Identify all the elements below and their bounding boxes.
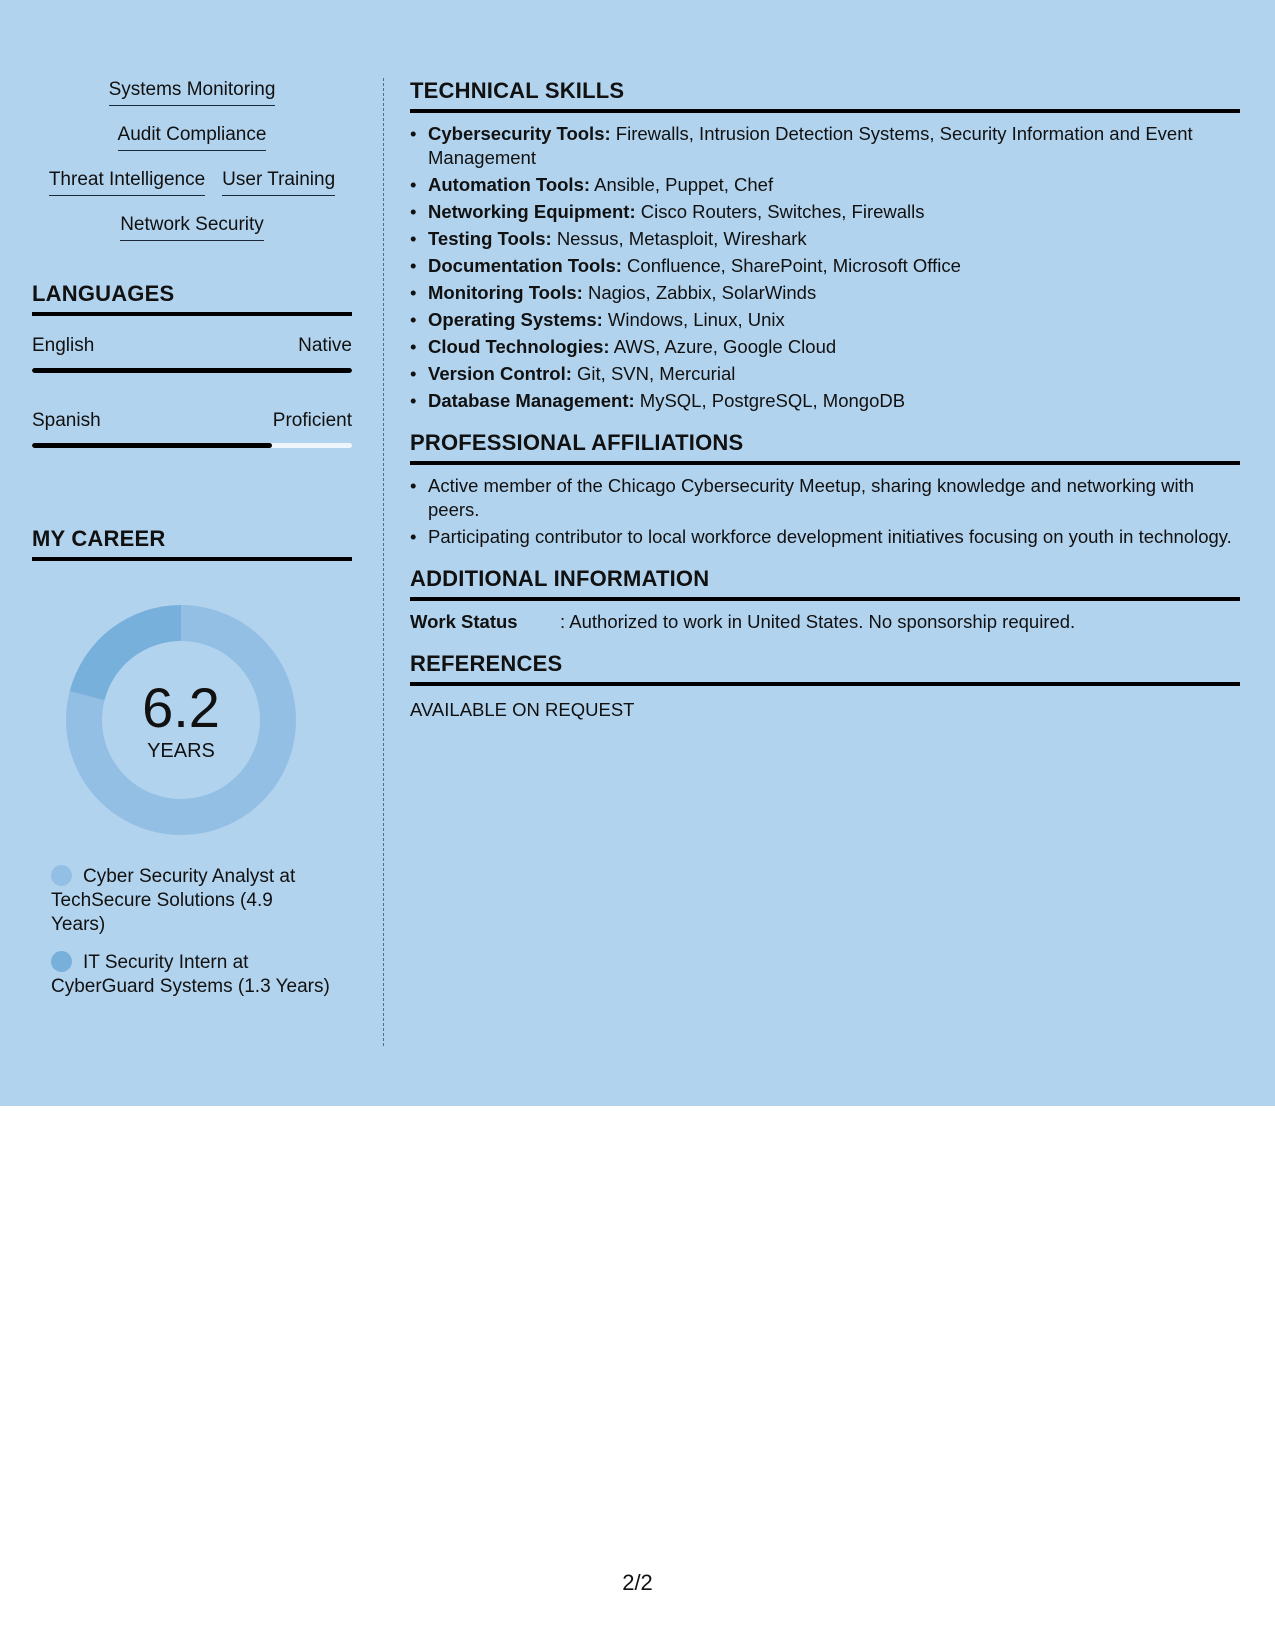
affiliations-section — [410, 430, 1240, 549]
skill-category-value: MySQL, PostgreSQL, MongoDB — [639, 390, 906, 411]
list-item — [410, 281, 1240, 305]
work-status-label: Work Status — [410, 611, 518, 632]
skill-category-label: Automation Tools: — [428, 174, 591, 195]
list-item — [410, 122, 1240, 170]
language-bar-fill — [32, 443, 272, 448]
language-bar — [32, 443, 352, 448]
list-item — [410, 335, 1240, 359]
skill-category-value: AWS, Azure, Google Cloud — [613, 336, 837, 357]
skill-category-value: Windows, Linux, Unix — [607, 309, 785, 330]
sidebar — [32, 78, 352, 1013]
skill-category-value: Nessus, Metasploit, Wireshark — [556, 228, 807, 249]
skill-category-label: Cybersecurity Tools: — [428, 123, 611, 144]
skill-tag: Network Security — [120, 213, 264, 241]
list-item — [410, 254, 1240, 278]
career-title: MY CAREER — [32, 526, 352, 561]
list-item — [410, 389, 1240, 413]
list-item — [410, 308, 1240, 332]
list-item — [410, 200, 1240, 224]
skill-category-label: Testing Tools: — [428, 228, 552, 249]
additional-info-title: ADDITIONAL INFORMATION — [410, 566, 1240, 601]
page-number: 2/2 — [622, 1570, 653, 1595]
career-total-unit: YEARS — [147, 739, 215, 762]
list-item: • Participating contributor to local workforce development initiatives focusing on youth in technology. — [410, 525, 1240, 549]
work-status-value: : Authorized to work in United States. No sponsorship required. — [560, 611, 1076, 632]
technical-skills-list — [410, 122, 1240, 413]
career-legend-label: Cyber Security Analyst at TechSecure Solutions (4.9 Years) — [51, 866, 296, 935]
column-divider — [383, 78, 384, 1046]
skill-category-value: Firewalls, Intrusion Detection Systems, Security Information and Event Management — [428, 123, 1193, 168]
career-total-years: 6.2 — [142, 675, 220, 739]
skill-category-label: Operating Systems: — [428, 309, 603, 330]
skill-category-label: Networking Equipment: — [428, 201, 636, 222]
career-legend-item — [51, 865, 331, 937]
affiliations-title: PROFESSIONAL AFFILIATIONS — [410, 430, 1240, 465]
skill-row — [32, 78, 352, 106]
language-bar — [32, 368, 352, 373]
language-level: Native — [298, 335, 352, 356]
skill-category-label: Version Control: — [428, 363, 572, 384]
skill-tag: Audit Compliance — [118, 123, 267, 151]
skill-category-value: Cisco Routers, Switches, Firewalls — [640, 201, 925, 222]
list-item — [410, 362, 1240, 386]
affiliations-list — [410, 474, 1240, 549]
skill-category-label: Monitoring Tools: — [428, 282, 583, 303]
career-legend-label: IT Security Intern at CyberGuard Systems (1.3 Years) — [51, 952, 330, 997]
skill-category-value: Nagios, Zabbix, SolarWinds — [587, 282, 817, 303]
skill-category-label: Database Management: — [428, 390, 635, 411]
skill-category-value: Ansible, Puppet, Chef — [594, 174, 774, 195]
career-donut — [66, 605, 296, 835]
languages-title: LANGUAGES — [32, 281, 352, 316]
language-level: Proficient — [272, 410, 352, 431]
career-legend — [51, 865, 331, 999]
skill-category-label: Documentation Tools: — [428, 255, 622, 276]
skill-tags — [32, 78, 352, 241]
list-item — [410, 227, 1240, 251]
skill-row — [32, 123, 352, 151]
language-bar-fill — [32, 368, 352, 373]
list-item — [410, 173, 1240, 197]
skill-tag: User Training — [222, 168, 335, 196]
skill-category-value: Git, SVN, Mercurial — [577, 363, 736, 384]
references-title: REFERENCES — [410, 651, 1240, 686]
language-item — [32, 334, 352, 373]
skill-tag: Systems Monitoring — [109, 78, 276, 106]
technical-skills-section — [410, 78, 1240, 413]
references-section — [410, 651, 1240, 722]
references-text: AVAILABLE ON REQUEST — [410, 699, 635, 720]
language-item — [32, 409, 352, 448]
skill-tag: Threat Intelligence — [49, 168, 205, 196]
skill-row — [32, 213, 352, 241]
language-name: English — [32, 335, 95, 356]
career-donut-center — [66, 605, 296, 835]
skill-category-label: Cloud Technologies: — [428, 336, 610, 357]
list-item: • Active member of the Chicago Cybersecurity Meetup, sharing knowledge and networking with peers. — [410, 474, 1240, 522]
work-status-row — [410, 610, 1240, 634]
legend-dot — [51, 865, 72, 886]
skill-category-value: Confluence, SharePoint, Microsoft Office — [627, 255, 961, 276]
career-legend-item — [51, 951, 331, 999]
legend-dot — [51, 951, 72, 972]
main-column — [410, 78, 1240, 739]
language-name: Spanish — [32, 410, 101, 431]
skill-row — [32, 168, 352, 196]
technical-skills-title: TECHNICAL SKILLS — [410, 78, 1240, 113]
additional-info-section — [410, 566, 1240, 634]
